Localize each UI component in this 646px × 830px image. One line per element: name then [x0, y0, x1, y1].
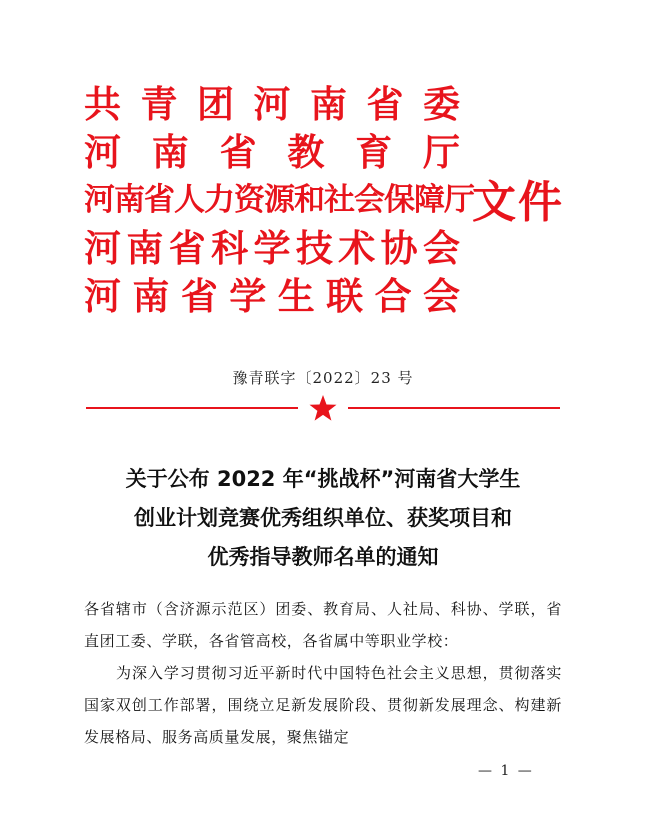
separator-rule-right	[348, 407, 560, 409]
document-type-label: 文件	[472, 177, 564, 228]
red-star-icon	[308, 394, 338, 422]
issuer-hr-social-security-dept: 河南省人力资源和社会保障厅	[84, 182, 474, 218]
issuer-education-dept: 河南省教育厅	[84, 130, 460, 174]
recipients-paragraph: 各省辖市（含济源示范区）团委、教育局、人社局、科协、学联，省直团工委、学联，各省管高校，各省属中等职业学校：	[84, 600, 562, 650]
title-line-1: 关于公布 2022 年“挑战杯”河南省大学生	[125, 467, 521, 491]
red-separator	[86, 394, 560, 424]
page-number: — 1 —	[478, 763, 534, 779]
document-number: 豫青联字〔2022〕23 号	[232, 369, 414, 387]
notice-body	[84, 593, 562, 753]
issuer-student-federation: 河南省学生联合会	[84, 274, 460, 318]
issuer-youth-league: 共青团河南省委	[84, 82, 460, 126]
notice-title	[0, 460, 646, 577]
issuer-science-technology-association: 河南省科学技术协会	[84, 226, 460, 270]
issuing-authorities	[84, 80, 484, 320]
body-paragraph-1: 为深入学习贯彻习近平新时代中国特色社会主义思想，贯彻落实国家双创工作部署，围绕立足新发展阶段、贯彻新发展理念、构建新发展格局、服务高质量发展，聚焦锚定	[84, 664, 562, 746]
title-line-3: 优秀指导教师名单的通知	[207, 545, 439, 569]
title-line-2: 创业计划竞赛优秀组织单位、获奖项目和	[134, 506, 512, 530]
separator-rule-left	[86, 407, 298, 409]
